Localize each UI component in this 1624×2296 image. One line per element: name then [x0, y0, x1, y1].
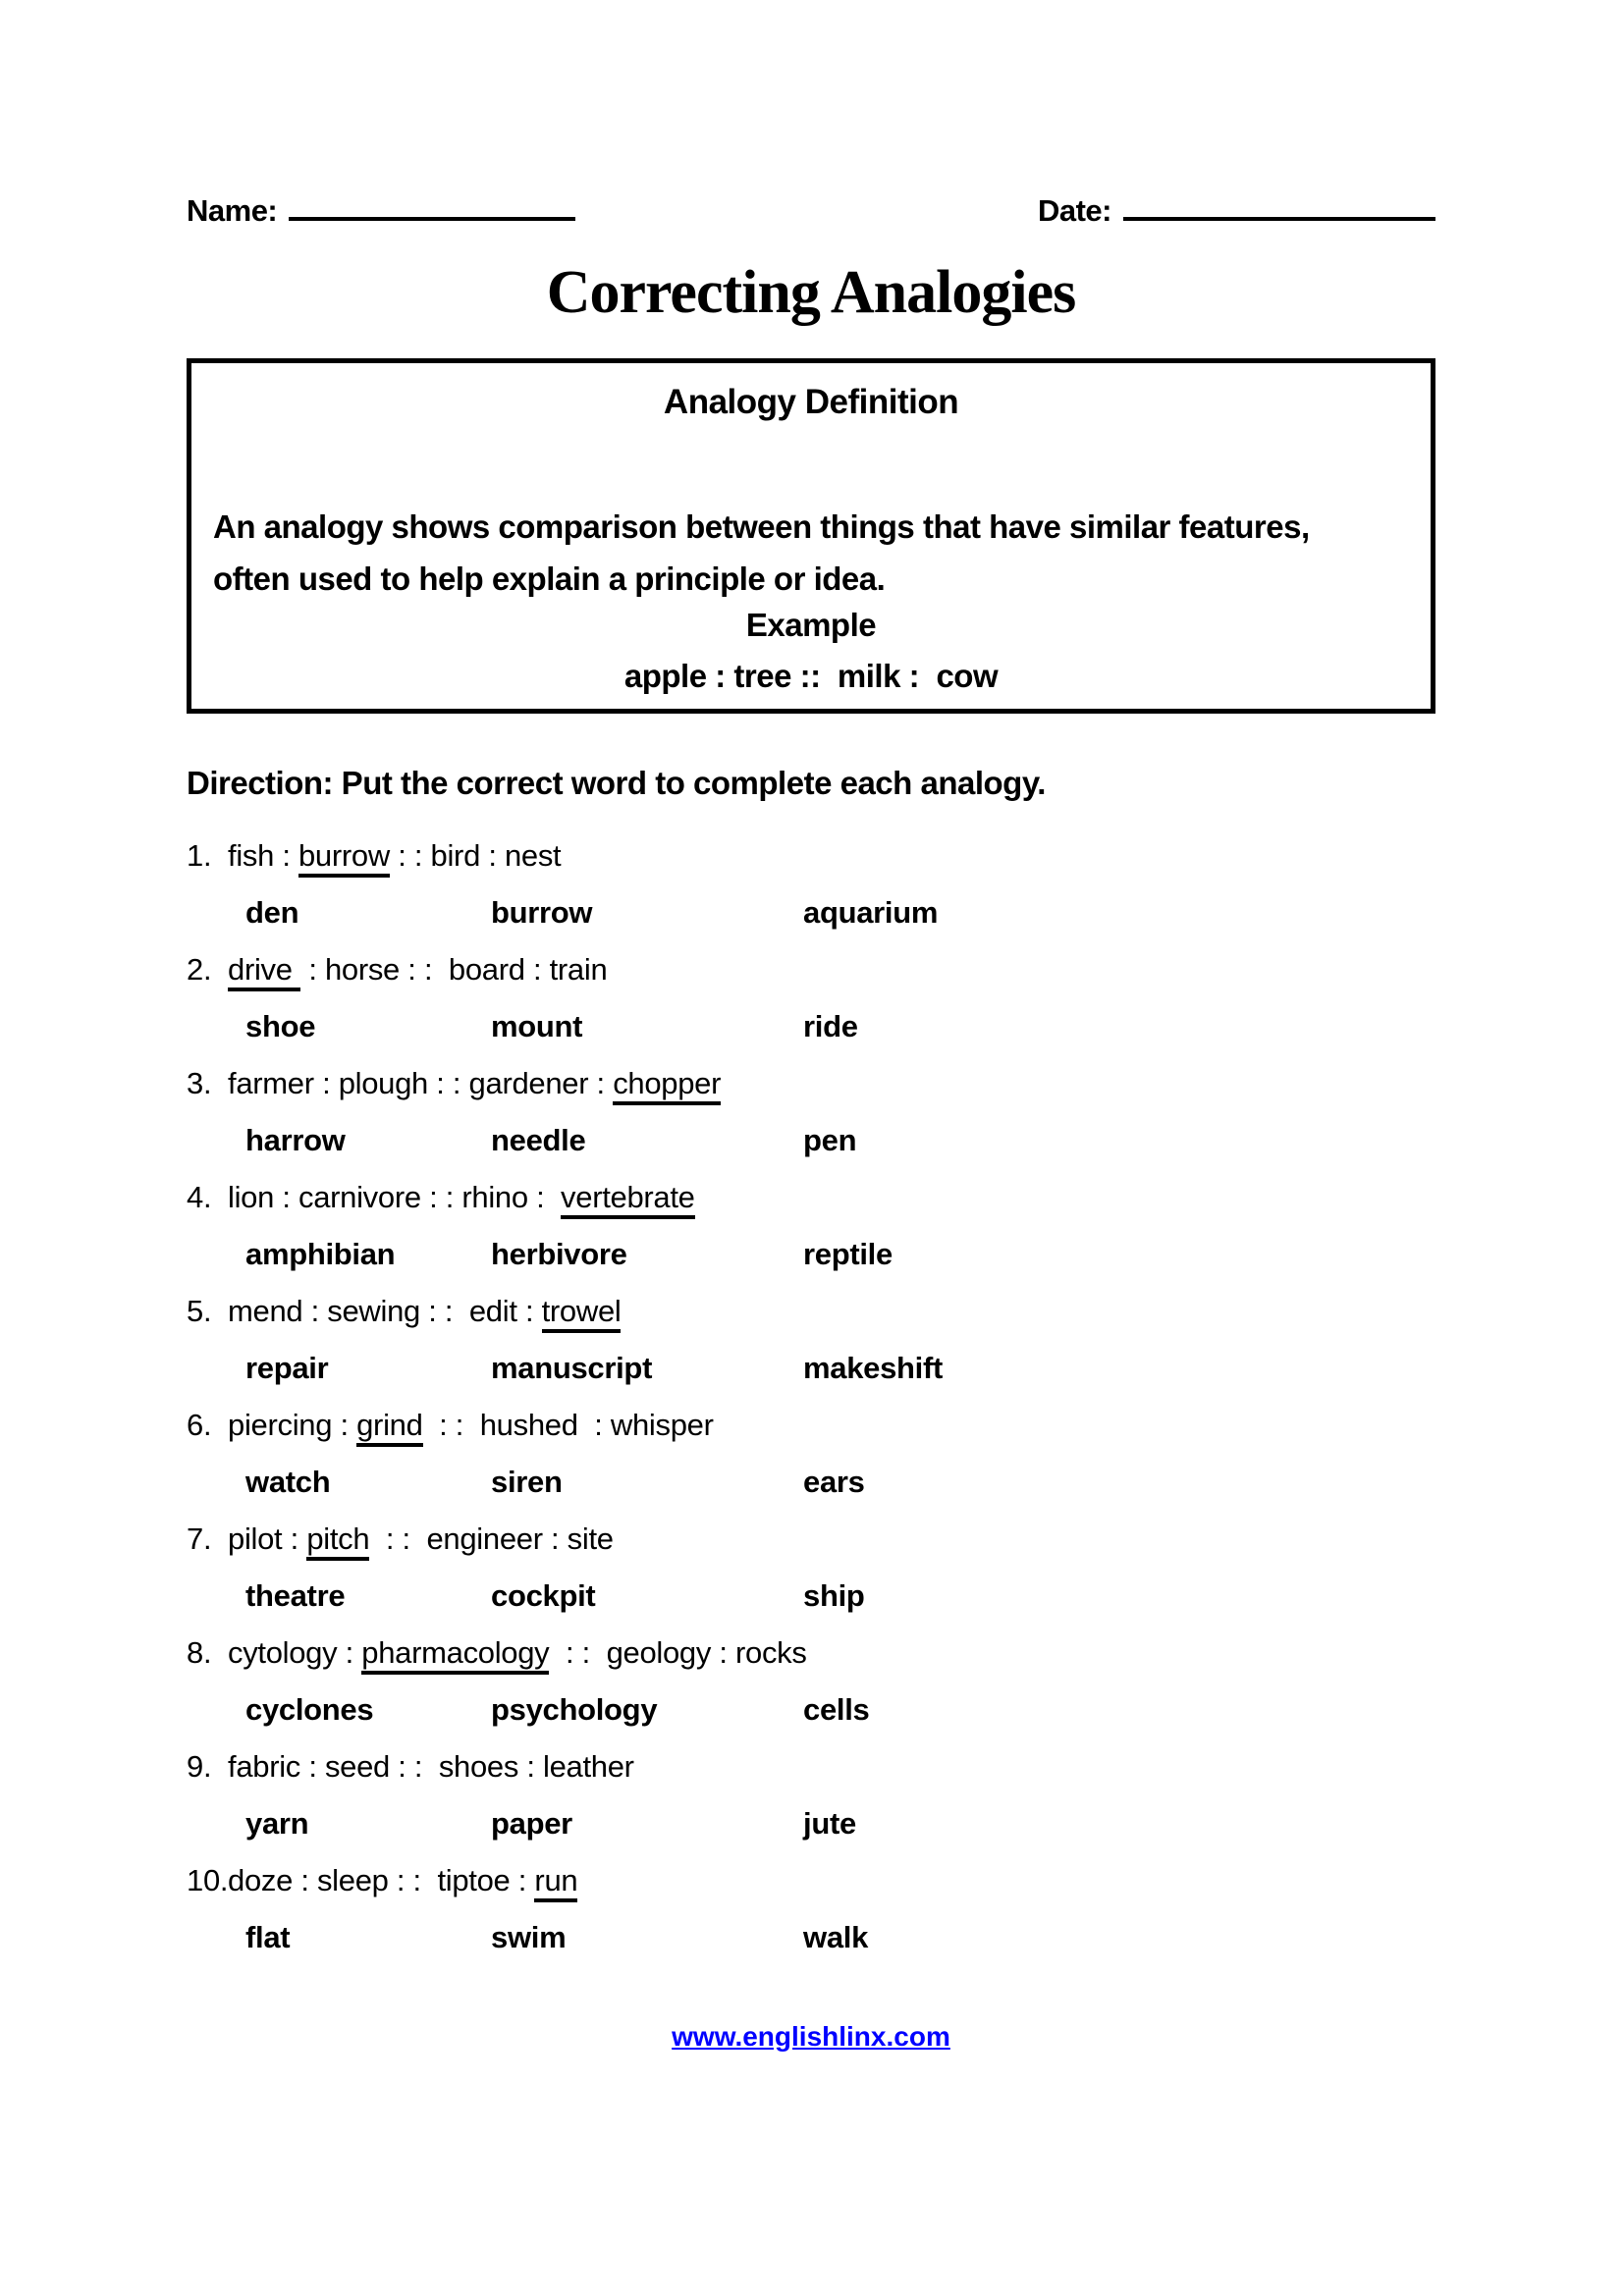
- question-line: [187, 828, 1435, 884]
- question-text: [228, 1635, 807, 1675]
- question-text: [228, 1294, 621, 1333]
- question-row: [187, 1169, 1435, 1283]
- name-field: [187, 193, 575, 229]
- question-line: [187, 1738, 1435, 1795]
- question-text-segment: : horse : : board : train: [300, 952, 608, 987]
- choices-row: [187, 1795, 1435, 1852]
- question-text-segment: : : engineer : site: [369, 1522, 614, 1556]
- example-label: Example: [745, 607, 877, 643]
- question-text-segment: pilot :: [228, 1522, 307, 1556]
- underlined-word: run: [534, 1863, 577, 1902]
- question-text: [228, 1066, 721, 1105]
- question-line: [187, 1852, 1435, 1909]
- choice-option[interactable]: theatre: [245, 1578, 346, 1613]
- question-row: [187, 1283, 1435, 1397]
- question-text: [228, 1749, 634, 1784]
- choice-option[interactable]: manuscript: [491, 1351, 653, 1385]
- underlined-word: pharmacology: [361, 1635, 549, 1675]
- choice-option[interactable]: cells: [803, 1692, 870, 1727]
- underlined-word: pitch: [306, 1522, 369, 1561]
- question-line: [187, 1283, 1435, 1340]
- question-text-segment: mend : sewing : : edit :: [228, 1294, 542, 1328]
- page-title: Correcting Analogies: [546, 259, 1076, 326]
- choice-option[interactable]: siren: [491, 1465, 563, 1499]
- choices-row: [187, 1909, 1435, 1966]
- question-row: [187, 1625, 1435, 1738]
- question-line: [187, 941, 1435, 998]
- choice-option[interactable]: paper: [491, 1806, 572, 1841]
- question-line: [187, 1625, 1435, 1682]
- question-number: 8.: [187, 1635, 212, 1670]
- choice-option[interactable]: yarn: [245, 1806, 309, 1841]
- choice-option[interactable]: cockpit: [491, 1578, 596, 1613]
- definition-body-line2: often used to help explain a principle or idea.: [213, 561, 886, 597]
- choices-row: [187, 1112, 1435, 1169]
- question-text-segment: : : hushed : whisper: [422, 1408, 714, 1442]
- question-line: [187, 1397, 1435, 1454]
- header-row: [187, 193, 1435, 229]
- choice-option[interactable]: aquarium: [803, 895, 939, 930]
- question-row: [187, 1055, 1435, 1169]
- question-number: 6.: [187, 1408, 212, 1442]
- choices-row: [187, 1226, 1435, 1283]
- question-text-segment: : : bird : nest: [389, 838, 562, 873]
- choices-row: [187, 1682, 1435, 1738]
- question-number: 9.: [187, 1749, 212, 1784]
- definition-body-line1: An analogy shows comparison between things that have similar features,: [213, 508, 1310, 545]
- underlined-word: trowel: [542, 1294, 622, 1333]
- question-text-segment: fabric : seed : : shoes : leather: [228, 1749, 634, 1784]
- choice-option[interactable]: repair: [245, 1351, 329, 1385]
- choice-option[interactable]: needle: [491, 1123, 586, 1157]
- choice-option[interactable]: reptile: [803, 1237, 893, 1271]
- question-number: 1.: [187, 838, 212, 873]
- choices-row: [187, 1340, 1435, 1397]
- question-text: [228, 952, 607, 991]
- choice-option[interactable]: ears: [803, 1465, 865, 1499]
- question-text: [228, 1180, 695, 1219]
- question-text: [228, 1408, 714, 1447]
- choice-option[interactable]: herbivore: [491, 1237, 627, 1271]
- choices-row: [187, 884, 1435, 941]
- question-text-segment: : : geology : rocks: [549, 1635, 807, 1670]
- question-number: 2.: [187, 952, 212, 987]
- question-row: [187, 828, 1435, 941]
- choices-row: [187, 998, 1435, 1055]
- question-row: [187, 1738, 1435, 1852]
- question-row: [187, 941, 1435, 1055]
- question-text-segment: doze : sleep : : tiptoe :: [228, 1863, 535, 1897]
- choices-row: [187, 1454, 1435, 1511]
- underlined-word: grind: [356, 1408, 422, 1447]
- choice-option[interactable]: jute: [803, 1806, 856, 1841]
- question-text-segment: lion : carnivore : : rhino :: [228, 1180, 562, 1214]
- question-row: [187, 1852, 1435, 1966]
- date-label: Date:: [1037, 193, 1111, 228]
- choice-option[interactable]: ship: [803, 1578, 865, 1613]
- choice-option[interactable]: mount: [491, 1009, 583, 1043]
- date-input-line[interactable]: [1123, 213, 1435, 221]
- name-input-line[interactable]: [289, 213, 575, 221]
- definition-box: [187, 358, 1435, 714]
- definition-body: [213, 501, 1413, 605]
- choice-option[interactable]: den: [245, 895, 299, 930]
- underlined-word: vertebrate: [561, 1180, 695, 1219]
- date-field: [1038, 193, 1435, 229]
- footer: [187, 2021, 1435, 2053]
- question-line: [187, 1169, 1435, 1226]
- question-row: [187, 1397, 1435, 1511]
- choice-option[interactable]: shoe: [245, 1009, 316, 1043]
- choice-option[interactable]: flat: [245, 1920, 291, 1954]
- question-text: [228, 838, 561, 878]
- question-number: 4.: [187, 1180, 212, 1214]
- definition-heading: Analogy Definition: [663, 383, 959, 421]
- question-text-segment: piercing :: [228, 1408, 357, 1442]
- underlined-word: drive: [228, 952, 300, 991]
- choices-row: [187, 1568, 1435, 1625]
- choice-option[interactable]: walk: [803, 1920, 869, 1954]
- question-row: [187, 1511, 1435, 1625]
- choice-option[interactable]: cyclones: [245, 1692, 374, 1727]
- question-number: 5.: [187, 1294, 212, 1328]
- question-text-segment: farmer : plough : : gardener :: [228, 1066, 614, 1100]
- choice-option[interactable]: burrow: [491, 895, 593, 930]
- choice-option[interactable]: psychology: [491, 1692, 658, 1727]
- choice-option[interactable]: ride: [803, 1009, 858, 1043]
- choice-option[interactable]: swim: [491, 1920, 567, 1954]
- underlined-word: burrow: [298, 838, 390, 878]
- website-link[interactable]: www.englishlinx.com: [672, 2021, 950, 2052]
- question-line: [187, 1055, 1435, 1112]
- question-number: 10.: [187, 1863, 229, 1897]
- choice-option[interactable]: harrow: [245, 1123, 346, 1157]
- choice-option[interactable]: pen: [803, 1123, 857, 1157]
- question-text-segment: fish :: [228, 838, 298, 873]
- question-number: 7.: [187, 1522, 212, 1556]
- question-text-segment: cytology :: [228, 1635, 362, 1670]
- underlined-word: chopper: [613, 1066, 721, 1105]
- direction-text: Direction: Put the correct word to complete each analogy.: [187, 765, 1046, 801]
- questions-list: [187, 828, 1435, 1966]
- question-text: [228, 1522, 614, 1561]
- question-text: [228, 1863, 577, 1902]
- question-number: 3.: [187, 1066, 212, 1100]
- name-label: Name:: [187, 193, 278, 228]
- question-line: [187, 1511, 1435, 1568]
- choice-option[interactable]: makeshift: [803, 1351, 944, 1385]
- choice-option[interactable]: watch: [245, 1465, 331, 1499]
- example-text: apple : tree :: milk : cow: [623, 658, 999, 694]
- choice-option[interactable]: amphibian: [245, 1237, 396, 1271]
